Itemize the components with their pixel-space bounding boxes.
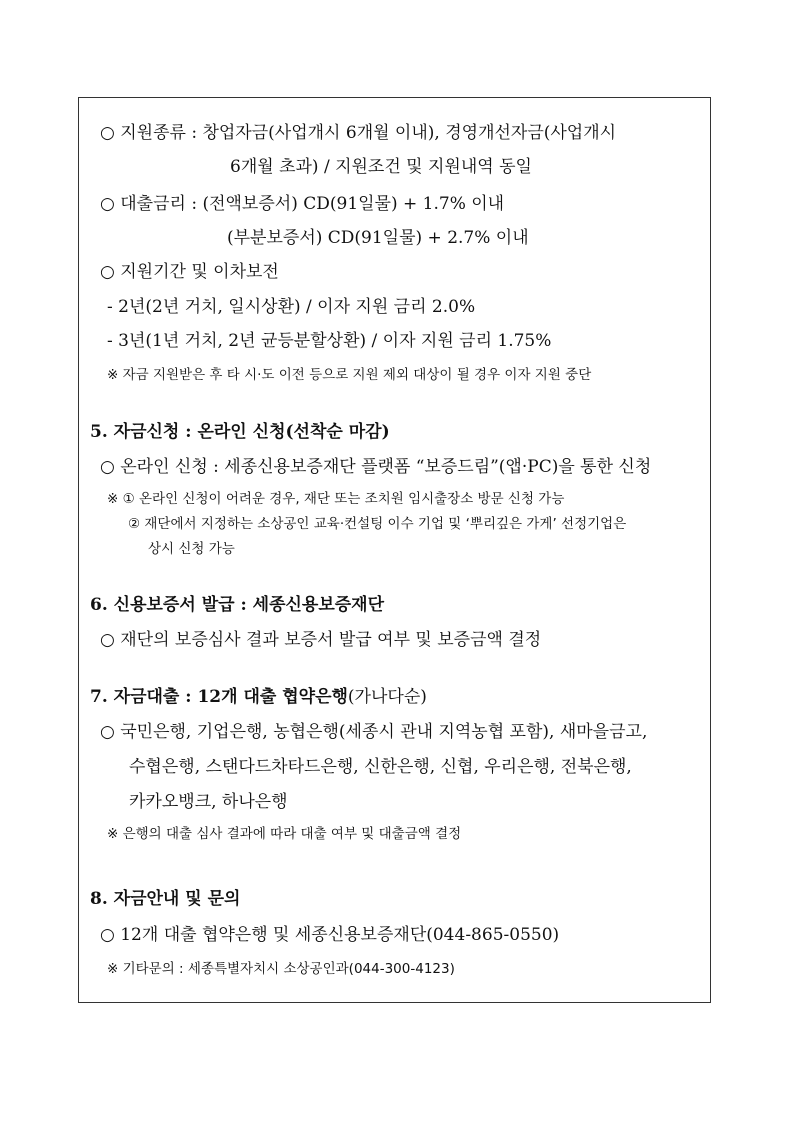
- section5-note-3: 상시 신청 가능: [148, 541, 235, 557]
- section7-heading-text: 7. 자금대출 : 12개 대출 협약은행: [90, 687, 348, 707]
- period-note: ※ 자금 지원받은 후 타 시·도 이전 등으로 지원 제외 대상이 될 경우 이자 지원 중단: [107, 367, 592, 383]
- section7-heading: [90, 689, 427, 706]
- section8-line: ○ 12개 대출 협약은행 및 세종신용보증재단(044-865-0550): [100, 925, 560, 945]
- loan-rate-line-1: ○ 대출금리 : (전액보증서) CD(91일물) + 1.7% 이내: [100, 194, 505, 214]
- section6-heading: 6. 신용보증서 발급 : 세종신용보증재단: [90, 595, 385, 615]
- period-title: ○ 지원기간 및 이차보전: [100, 262, 279, 282]
- section5-line: ○ 온라인 신청 : 세종신용보증재단 플랫폼 “보증드림”(앱·PC)을 통한 신청: [100, 457, 652, 477]
- section7-line-3: 카카오뱅크, 하나은행: [129, 792, 288, 812]
- section7-line-2: 수협은행, 스탠다드차타드은행, 신한은행, 신협, 우리은행, 전북은행,: [129, 757, 632, 777]
- period-item-2: - 3년(1년 거치, 2년 균등분할상환) / 이자 지원 금리 1.75%: [107, 331, 552, 351]
- period-item-1: - 2년(2년 거치, 일시상환) / 이자 지원 금리 2.0%: [107, 297, 476, 317]
- loan-rate-line-2: (부분보증서) CD(91일물) + 2.7% 이내: [227, 228, 529, 248]
- section7-heading-suffix: (가나다순): [347, 687, 427, 707]
- section7-note: ※ 은행의 대출 심사 결과에 따라 대출 여부 및 대출금액 결정: [107, 826, 462, 842]
- section5-note-2: ② 재단에서 지정하는 소상공인 교육·컨설팅 이수 기업 및 ‘뿌리깊은 가게’ 선정기업은: [128, 516, 627, 532]
- support-type-line-1: ○ 지원종류 : 창업자금(사업개시 6개월 이내), 경영개선자금(사업개시: [100, 123, 617, 143]
- section6-line: ○ 재단의 보증심사 결과 보증서 발급 여부 및 보증금액 결정: [100, 630, 542, 650]
- section5-heading: 5. 자금신청 : 온라인 신청(선착순 마감): [90, 422, 390, 442]
- support-type-line-2: 6개월 초과) / 지원조건 및 지원내역 동일: [230, 157, 532, 177]
- section8-heading: 8. 자금안내 및 문의: [90, 889, 241, 909]
- section7-line-1: ○ 국민은행, 기업은행, 농협은행(세종시 관내 지역농협 포함), 새마을금고,: [100, 722, 648, 742]
- section5-note-1: ※ ① 온라인 신청이 어려운 경우, 재단 또는 조치원 임시출장소 방문 신청 가능: [107, 491, 565, 507]
- section8-note: ※ 기타문의 : 세종특별자치시 소상공인과(044-300-4123): [107, 961, 455, 977]
